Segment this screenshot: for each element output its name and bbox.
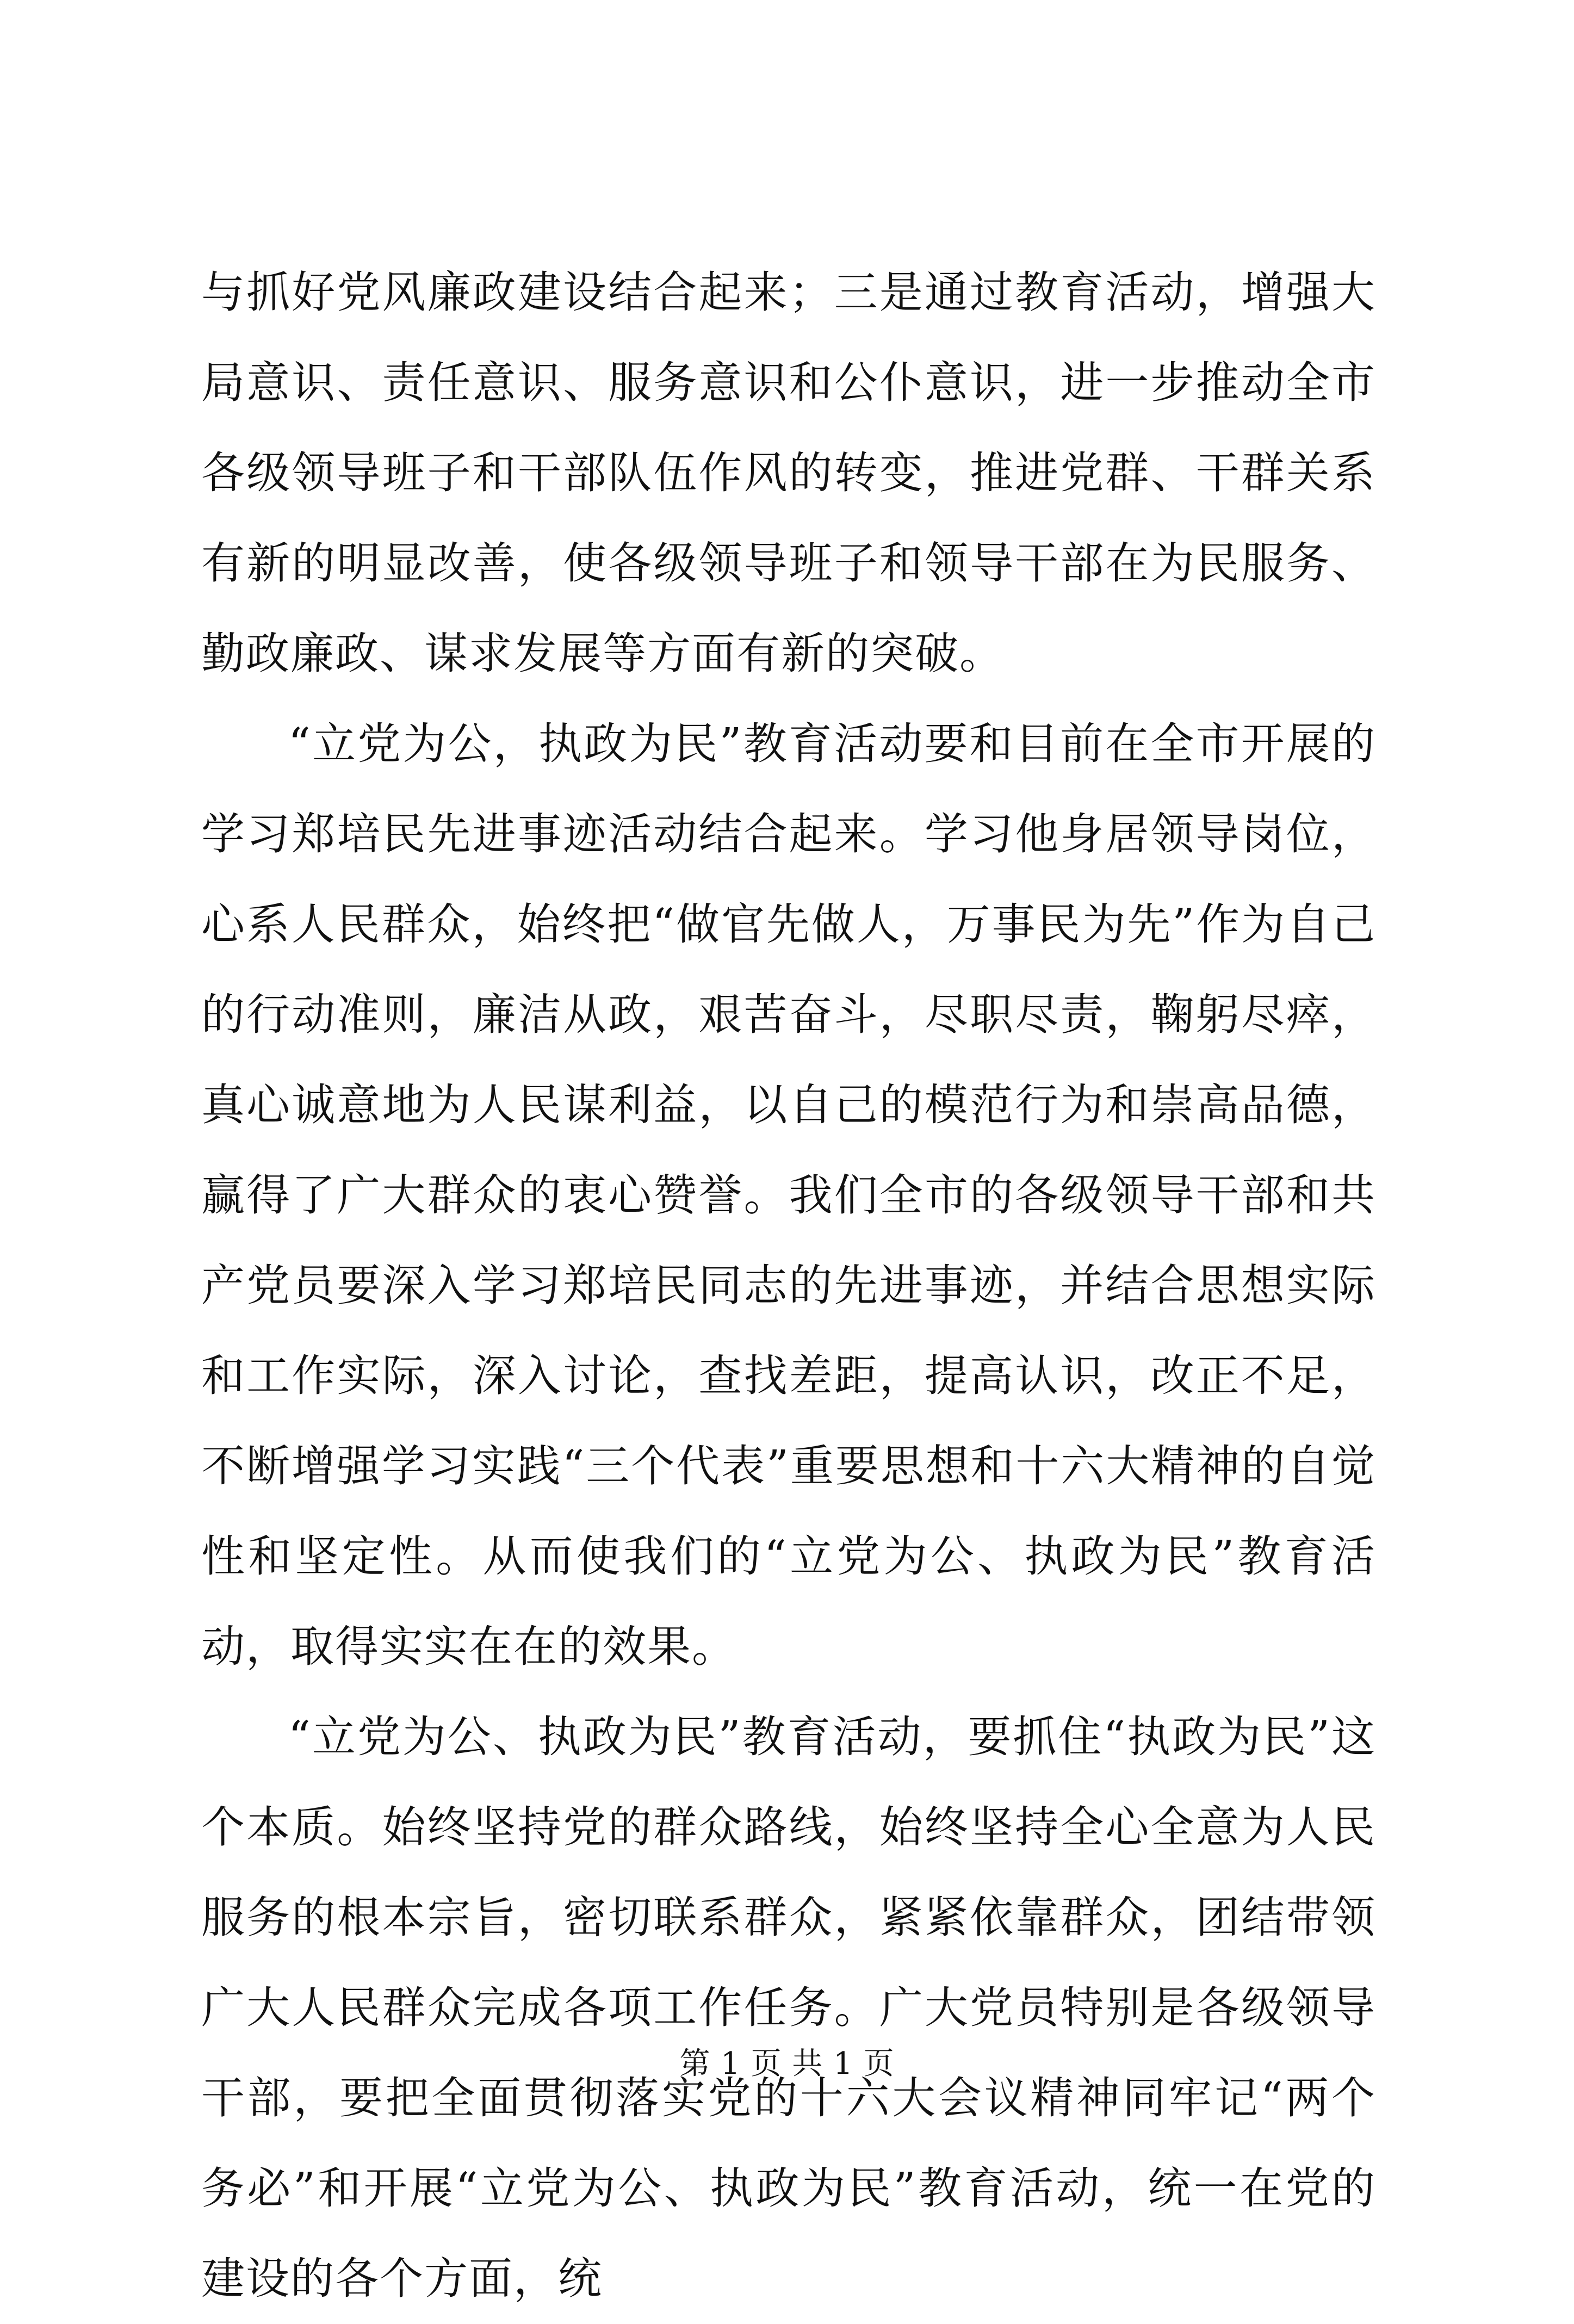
paragraph-2: “立党为公，执政为民”教育活动要和目前在全市开展的学习郑培民先进事迹活动结合起来。学习他身居领导岗位，心系人民群众，始终把“做官先做人，万事民为先”作为自己的行动准则，廉洁从政，艰苦奋斗，尽职尽责，鞠躬尽瘁，真心诚意地为人民谋利益，以自己的模范行为和崇高品德，赢得了广大群众的衷心赞誉。我们全市的各级领导干部和共产党员要深入学习郑培民同志的先进事迹，并结合思想实际和工作实际，深入讨论，查找差距，提高认识，改正不足，不断增强学习实践“三个代表”重要思想和十六大精神的自觉性和坚定性。从而使我们的“立党为公、执政为民”教育活动，取得实实在在的效果。 [201,718,1376,1672]
page-footer: 第 1 页 共 1 页 [679,2046,895,2081]
paragraph-1: 与抓好党风廉政建设结合起来；三是通过教育活动，增强大局意识、责任意识、服务意识和公仆意识，进一步推动全市各级领导班子和干部队伍作风的转变，推进党群、干群关系有新的明显改善，使各级领导班子和领导干部在为民服务、勤政廉政、谋求发展等方面有新的突破。 [201,267,1376,679]
paragraph-3: “立党为公、执政为民”教育活动，要抓住“执政为民”这个本质。始终坚持党的群众路线，始终坚持全心全意为人民服务的根本宗旨，密切联系群众，紧紧依靠群众，团结带领广大人民群众完成各项工作任务。广大党员特别是各级领导干部，要把全面贯彻落实党的十六大会议精神同牢记“两个务必”和开展“立党为公、执政为民”教育活动，统一在党的建设的各个方面，统 [201,1712,1376,2304]
document-body [201,247,1376,2324]
